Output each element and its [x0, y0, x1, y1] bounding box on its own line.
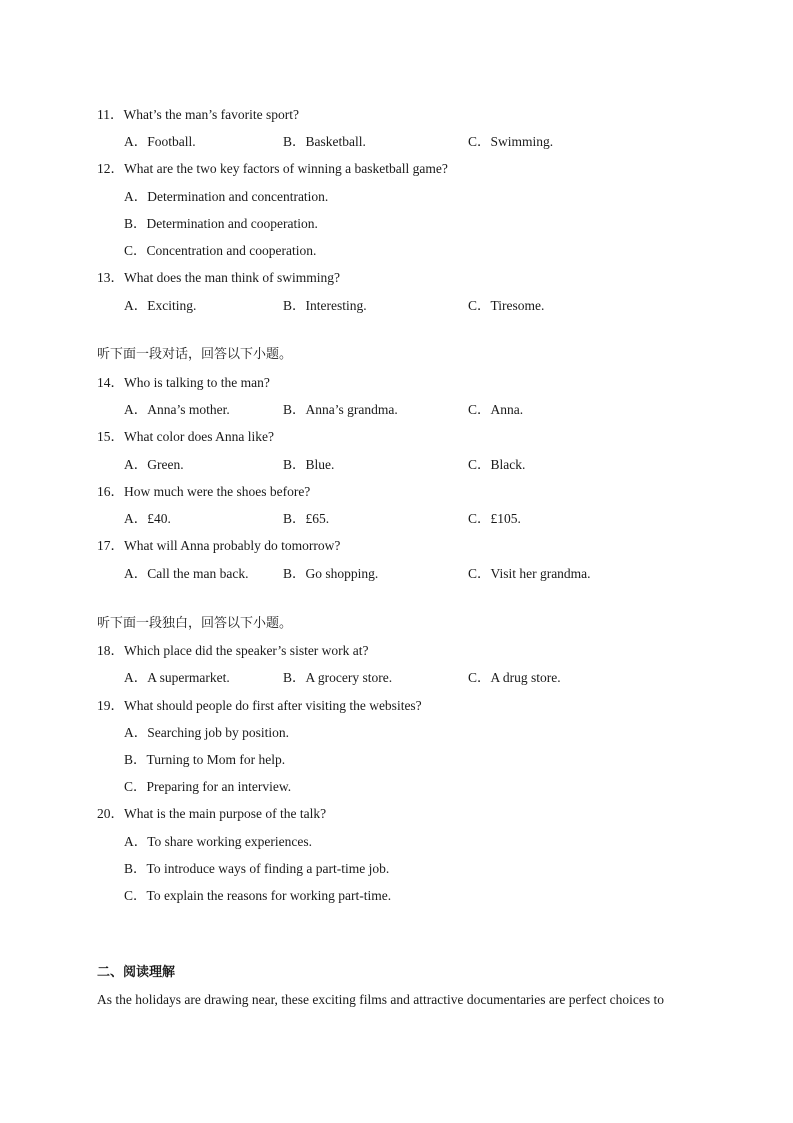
- option-label: B．: [283, 134, 306, 149]
- option-12a: [124, 189, 328, 205]
- option-text: Green.: [147, 457, 184, 472]
- option-label: A．: [124, 402, 148, 417]
- option-13c: [468, 298, 544, 314]
- option-text: Go shopping.: [305, 566, 379, 581]
- option-text: Turning to Mom for help.: [146, 752, 286, 767]
- reading-section-heading: 二、阅读理解: [97, 965, 176, 980]
- question-number: 14．: [97, 375, 124, 390]
- option-14a: [124, 402, 230, 418]
- question-15: [97, 429, 274, 445]
- option-text: To explain the reasons for working part-time.: [146, 888, 392, 903]
- question-number: 12．: [97, 161, 124, 176]
- option-11c: [468, 134, 553, 150]
- question-number: 11．: [97, 107, 124, 122]
- option-text: Anna.: [490, 402, 524, 417]
- option-18c: [468, 670, 561, 686]
- option-label: B．: [283, 566, 306, 581]
- option-label: B．: [124, 861, 147, 876]
- question-text: What will Anna probably do tomorrow?: [124, 538, 341, 553]
- option-label: C．: [468, 298, 491, 313]
- question-text: How much were the shoes before?: [124, 484, 311, 499]
- option-text: To introduce ways of finding a part-time job.: [146, 861, 390, 876]
- option-text: Preparing for an interview.: [146, 779, 292, 794]
- option-label: B．: [124, 216, 147, 231]
- question-text: Who is talking to the man?: [124, 375, 270, 390]
- option-label: A．: [124, 134, 148, 149]
- option-text: Determination and cooperation.: [146, 216, 318, 231]
- option-15b: [283, 457, 334, 473]
- option-text: Concentration and cooperation.: [146, 243, 317, 258]
- option-11a: [124, 134, 196, 150]
- option-text: To share working experiences.: [147, 834, 312, 849]
- option-text: Visit her grandma.: [490, 566, 591, 581]
- question-number: 13．: [97, 270, 124, 285]
- option-text: A supermarket.: [147, 670, 230, 685]
- option-label: A．: [124, 834, 148, 849]
- option-text: £105.: [490, 511, 521, 526]
- option-text: Blue.: [305, 457, 335, 472]
- option-label: B．: [283, 402, 306, 417]
- question-text: What does the man think of swimming?: [124, 270, 340, 285]
- question-19: [97, 698, 422, 714]
- option-label: A．: [124, 511, 148, 526]
- option-15a: [124, 457, 184, 473]
- question-14: [97, 375, 270, 391]
- option-label: C．: [468, 134, 491, 149]
- question-text: What should people do first after visiting the websites?: [124, 698, 422, 713]
- option-20b: [124, 861, 389, 877]
- question-12: [97, 161, 448, 177]
- option-text: £40.: [147, 511, 171, 526]
- option-text: Interesting.: [305, 298, 367, 313]
- question-17: [97, 538, 340, 554]
- option-18b: [283, 670, 392, 686]
- option-label: C．: [468, 402, 491, 417]
- option-label: A．: [124, 566, 148, 581]
- question-13: [97, 270, 340, 286]
- option-label: C．: [468, 511, 491, 526]
- option-20c: [124, 888, 391, 904]
- option-text: Searching job by position.: [147, 725, 289, 740]
- option-19c: [124, 779, 291, 795]
- option-text: Swimming.: [490, 134, 554, 149]
- option-17a: [124, 566, 248, 582]
- section-intro-monologue: 听下面一段独白，回答以下小题。: [97, 616, 293, 631]
- option-label: C．: [468, 670, 491, 685]
- option-text: A drug store.: [490, 670, 561, 685]
- option-label: B．: [283, 298, 306, 313]
- option-16b: [283, 511, 329, 527]
- option-text: Basketball.: [305, 134, 366, 149]
- option-text: A grocery store.: [305, 670, 393, 685]
- question-number: 16．: [97, 484, 124, 499]
- question-18: [97, 643, 369, 659]
- option-label: A．: [124, 189, 148, 204]
- question-number: 18．: [97, 643, 124, 658]
- question-number: 19．: [97, 698, 124, 713]
- option-20a: [124, 834, 312, 850]
- option-label: B．: [283, 457, 306, 472]
- option-14c: [468, 402, 523, 418]
- option-label: A．: [124, 725, 148, 740]
- option-13a: [124, 298, 196, 314]
- option-16a: [124, 511, 171, 527]
- option-label: B．: [283, 670, 306, 685]
- option-label: B．: [124, 752, 147, 767]
- question-20: [97, 806, 326, 822]
- question-number: 15．: [97, 429, 124, 444]
- option-18a: [124, 670, 230, 686]
- option-label: C．: [468, 566, 491, 581]
- option-16c: [468, 511, 521, 527]
- question-11: [97, 107, 299, 123]
- question-text: What is the main purpose of the talk?: [124, 806, 327, 821]
- option-label: C．: [124, 888, 147, 903]
- option-text: Anna’s grandma.: [305, 402, 398, 417]
- reading-passage-line: As the holidays are drawing near, these exciting films and attractive documentaries are perfect choices to: [97, 992, 664, 1007]
- option-text: Call the man back.: [147, 566, 249, 581]
- question-number: 20．: [97, 806, 124, 821]
- question-number: 17．: [97, 538, 124, 553]
- option-17b: [283, 566, 378, 582]
- option-label: A．: [124, 457, 148, 472]
- option-label: A．: [124, 298, 148, 313]
- option-label: A．: [124, 670, 148, 685]
- option-text: Black.: [490, 457, 526, 472]
- option-label: C．: [468, 457, 491, 472]
- question-16: [97, 484, 310, 500]
- question-text: Which place did the speaker’s sister work at?: [124, 643, 369, 658]
- option-text: Exciting.: [147, 298, 197, 313]
- option-label: C．: [124, 779, 147, 794]
- option-text: Anna’s mother.: [147, 402, 230, 417]
- option-12c: [124, 243, 316, 259]
- option-text: Football.: [147, 134, 196, 149]
- section-intro-dialogue: 听下面一段对话，回答以下小题。: [97, 347, 293, 362]
- option-text: Tiresome.: [490, 298, 545, 313]
- option-text: £65.: [305, 511, 330, 526]
- option-13b: [283, 298, 367, 314]
- question-text: What are the two key factors of winning a basketball game?: [124, 161, 448, 176]
- question-text: What color does Anna like?: [124, 429, 274, 444]
- option-17c: [468, 566, 591, 582]
- option-19a: [124, 725, 289, 741]
- question-text: What’s the man’s favorite sport?: [123, 107, 299, 122]
- option-text: Determination and concentration.: [147, 189, 329, 204]
- option-14b: [283, 402, 398, 418]
- option-12b: [124, 216, 318, 232]
- option-19b: [124, 752, 285, 768]
- option-15c: [468, 457, 525, 473]
- option-11b: [283, 134, 366, 150]
- option-label: B．: [283, 511, 306, 526]
- option-label: C．: [124, 243, 147, 258]
